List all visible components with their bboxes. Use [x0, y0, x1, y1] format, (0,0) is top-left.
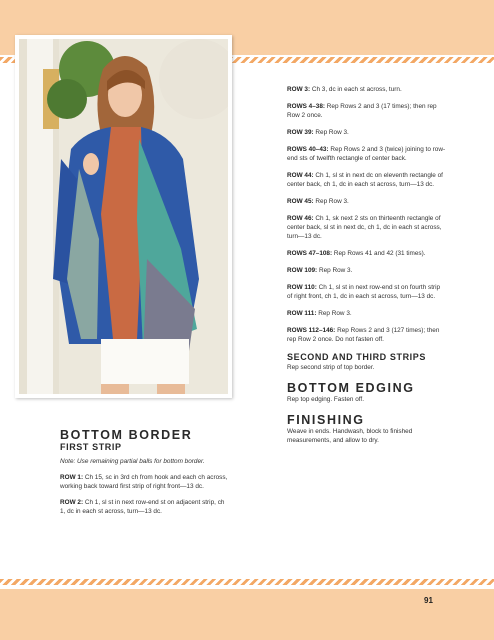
instruction-row-text: Rep Row 3. [318, 310, 352, 317]
instruction-row-label: ROW 3: [287, 86, 311, 93]
instruction-row-text: Rep Rows 2 and 3 (127 times); then rep Row 2 once. Do not fasten off. [287, 327, 440, 343]
instruction-rows [287, 85, 447, 344]
first-strip-heading: FIRST STRIP [60, 442, 122, 452]
instruction-row-label: ROW 44: [287, 172, 314, 179]
instruction-row [287, 171, 447, 189]
row-1-label: ROW 1: [60, 474, 84, 481]
second-third-strips-text: Rep second strip of top border. [287, 364, 375, 371]
instruction-row-text: Rep Rows 41 and 42 (31 times). [333, 250, 426, 257]
instruction-row [287, 266, 447, 275]
row-1 [60, 473, 230, 491]
instruction-row-label: ROW 45: [287, 198, 314, 205]
instruction-row-text: Rep Row 3. [315, 129, 349, 136]
bottom-border-heading: BOTTOM BORDER [60, 428, 193, 442]
second-third-strips-heading: SECOND AND THIRD STRIPS [287, 352, 426, 362]
instruction-row [287, 326, 447, 344]
instruction-row [287, 128, 447, 137]
instruction-row-label: ROW 111: [287, 310, 317, 317]
bottom-band [0, 589, 494, 640]
finishing-text: Weave in ends. Handwash, block to finished measurements, and allow to dry. [287, 428, 413, 444]
instruction-row-label: ROW 39: [287, 129, 314, 136]
model-illustration [19, 39, 228, 394]
bottom-edging-heading: BOTTOM EDGING [287, 381, 415, 395]
row-2-text: Ch 1, sl st in next row-end st on adjacent strip, ch 1, dc in each st across, turn—13 dc. [60, 499, 225, 515]
instruction-row-text: Rep Rows 2 and 3 (17 times); then rep Row 2 once. [287, 103, 437, 119]
instruction-row-label: ROWS 47–108: [287, 250, 333, 257]
instruction-row [287, 214, 447, 241]
instruction-row-text: Ch 3, dc in each st across, turn. [311, 86, 402, 93]
instruction-row [287, 309, 447, 318]
model-photo [19, 39, 228, 394]
row-1-text: Ch 15, sc in 3rd ch from hook and each ch across, working back toward first strip of right front—13 dc. [60, 474, 228, 490]
instruction-row-text: Rep Rows 2 and 3 (twice) joining to row-end sts of twelfth rectangle of center back. [287, 146, 446, 162]
instruction-row [287, 145, 447, 163]
row-2 [60, 498, 230, 516]
instruction-row-label: ROWS 40–43: [287, 146, 329, 153]
instruction-row-text: Ch 1, sk next 2 sts on thirteenth rectangle of center back, sl st in next dc, ch 1, dc in each st across, turn—13 dc. [287, 215, 442, 240]
instruction-row-label: ROWS 4–38: [287, 103, 326, 110]
page-number: 91 [424, 596, 433, 605]
instruction-row [287, 102, 447, 120]
instruction-row-label: ROWS 112–146: [287, 327, 336, 334]
instruction-row-text: Ch 1, sl st in next row-end st on fourth strip of right front, ch 1, dc in each st across, turn—13 dc. [287, 284, 441, 300]
instruction-row [287, 249, 447, 258]
instruction-row-label: ROW 109: [287, 267, 318, 274]
photo-frame [15, 35, 232, 398]
finishing-heading: FINISHING [287, 413, 365, 427]
left-column [60, 428, 230, 516]
instruction-row-label: ROW 46: [287, 215, 314, 222]
note-text: Note: Use remaining partial balls for bottom border. [60, 458, 205, 465]
instruction-row-label: ROW 110: [287, 284, 317, 291]
instruction-row-text: Ch 1, sl st in next dc on eleventh rectangle of center back, ch 1, dc in each st across, turn—13 dc. [287, 172, 443, 188]
instruction-row-text: Rep Row 3. [315, 198, 349, 205]
row-2-label: ROW 2: [60, 499, 84, 506]
instruction-row-text: Rep Row 3. [318, 267, 353, 274]
bottom-decorative-stripe [0, 579, 494, 585]
bottom-edging-text: Rep top edging. Fasten off. [287, 396, 364, 403]
instruction-row [287, 283, 447, 301]
right-column [287, 85, 447, 445]
instruction-row [287, 197, 447, 206]
instruction-row [287, 85, 447, 94]
